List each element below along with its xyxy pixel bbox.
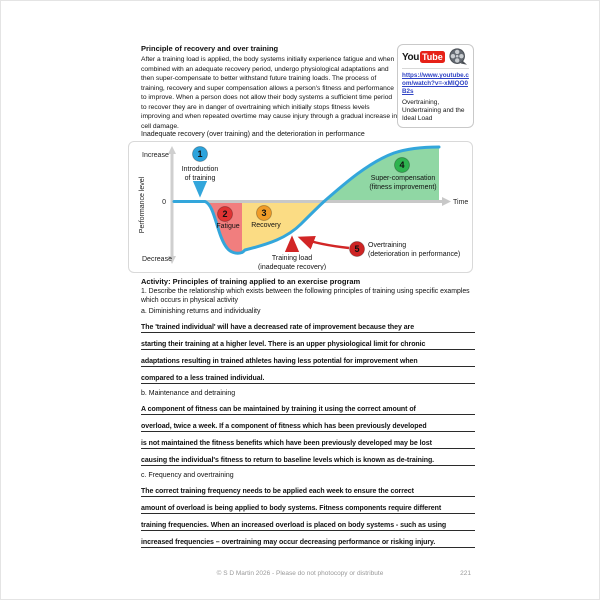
question-part-b-label: b. Maintenance and detraining (141, 389, 236, 397)
youtube-video-title: Overtraining, Undertraining and the Ideal Load (402, 99, 465, 122)
answer-line: overload, twice a week. If a component of fitness which has been previously developed (141, 415, 475, 432)
svg-text:4: 4 (399, 160, 405, 170)
answer-line: adaptations resulting in trained athletes having less potential for improvement when (141, 350, 475, 367)
x-axis-time-label: Time (453, 199, 469, 206)
youtube-logo (402, 48, 469, 69)
answer-block-b (141, 398, 475, 466)
youtube-panel (397, 44, 474, 128)
y-axis-decrease-label: Decrease (142, 256, 172, 263)
intro-paragraph: After a training load is applied, the body systems initially experience fatigue and when combined with an adequate recovery period, undergo physiological adaptations and then super-compensate to better withstand future training loads. The process of training, recovery and super compensation allows a person's fitness and performance to improve. When a person does not allow their body systems a sufficient time period to recover they are in danger of overtraining which initially stops fitness levels improving and when repeated overtime may cause injury through a gradual increase in cell damage. (141, 56, 398, 130)
training-load-label: Training load (271, 255, 313, 262)
answer-line: starting their training at a higher level. There is an upper physiological limit for chronic (141, 333, 475, 350)
answer-line: The 'trained individual' will have a decreased rate of improvement because they are (141, 316, 475, 333)
step-5-badge (350, 242, 365, 257)
svg-text:(deterioration in performance): (deterioration in performance) (368, 251, 461, 258)
activity-section (141, 277, 475, 548)
y-axis-increase-label: Increase (142, 152, 169, 159)
fatigue-label: Fatigue (216, 223, 240, 230)
svg-text:2: 2 (222, 209, 228, 219)
answer-line: increased frequencies – overtraining may occur decreasing performance or risking injury. (141, 531, 475, 548)
question-part-a-label: a. Diminishing returns and individuality (141, 307, 261, 315)
activity-title: Activity: Principles of training applied to an exercise program (141, 277, 361, 286)
performance-diagram (128, 141, 473, 273)
footer-page-number: 221 (460, 570, 471, 577)
supercompensation-label: Super-compensation (370, 175, 436, 182)
answer-line: amount of overload is being applied to body systems. Fitness components require different (141, 497, 475, 514)
recovery-label: Recovery (251, 222, 281, 229)
step-4-badge (395, 158, 410, 173)
answer-line: compared to a less trained individual. (141, 367, 475, 384)
overtraining-label: Overtraining (368, 242, 407, 249)
step-1-badge (193, 147, 208, 162)
x-axis-arrowhead (442, 197, 451, 206)
youtube-logo-tube: Tube (421, 52, 443, 62)
svg-text:of training: of training (184, 175, 216, 182)
answer-line: The correct training frequency needs to be applied each week to ensure the correct (141, 480, 475, 497)
step-3-badge (257, 206, 272, 221)
answer-line: causing the individual's fitness to return to baseline levels which is known as de-training. (141, 449, 475, 466)
answer-block-c (141, 480, 475, 548)
answer-line: is not maintained the fitness benefits which have been previously developed may be lost (141, 432, 475, 449)
supercompensation-chart (129, 142, 471, 270)
overtraining-arrow (301, 238, 349, 248)
footer-copyright: © S D Martin 2026 - Please do not photocopy or distribute (216, 570, 384, 577)
step-2-badge (218, 207, 233, 222)
svg-text:3: 3 (261, 208, 267, 218)
introduction-label: Introduction (181, 166, 219, 173)
answer-line: training frequencies. When an increased overload is placed on body systems - such as using (141, 514, 475, 531)
svg-text:(inadequate recovery): (inadequate recovery) (257, 264, 327, 270)
y-axis-arrowhead-up (168, 146, 176, 154)
page-title: Principle of recovery and over training (141, 44, 279, 53)
svg-text:(fitness improvement): (fitness improvement) (369, 184, 437, 191)
answer-block-a (141, 316, 475, 384)
question-1: 1. Describe the relationship which exists between the following principles of training using specific examples which occurs in physical activity (141, 288, 470, 305)
y-axis-title: Performance level (139, 176, 146, 234)
diagram-caption: Inadequate recovery (over training) and the deterioration in performance (141, 131, 365, 138)
youtube-logo-you: You (402, 51, 419, 63)
svg-text:1: 1 (197, 149, 203, 159)
youtube-link[interactable]: https://www.youtube.com/watch?v=-xMlQO0B2s (402, 72, 469, 95)
origin-label: 0 (162, 199, 166, 206)
film-reel-icon (448, 48, 468, 66)
question-part-c-label: c. Frequency and overtraining (141, 471, 234, 479)
answer-line: A component of fitness can be maintained by training it using the correct amount of (141, 398, 475, 415)
svg-text:5: 5 (354, 244, 360, 254)
